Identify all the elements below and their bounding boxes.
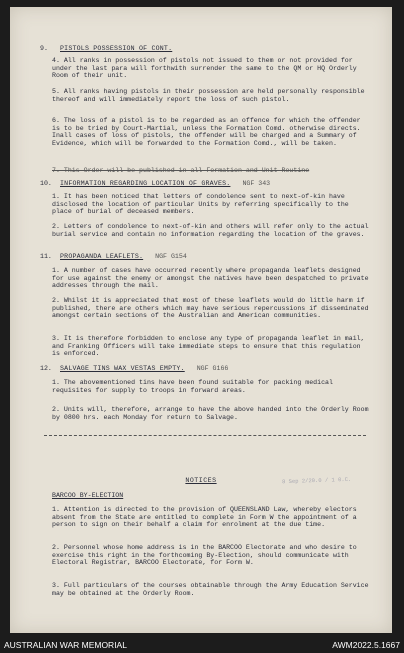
section-number: 11. [40, 253, 52, 260]
section-number: 9. [40, 45, 48, 52]
section-heading-12 [40, 365, 228, 373]
notice-paragraph-3: 3. Full particulars of the courses obtainable through the Army Education Service may be obtained at the Orderly Room. [52, 582, 369, 597]
section-reference: NGF 343 [242, 180, 271, 187]
section-title: PISTOLS POSSESSION OF CONT. [60, 45, 173, 52]
section-reference: NGF G154 [155, 253, 187, 260]
paragraph-11-2: 2. Whilst it is appreciated that most of these leaflets would do little harm if published, there are others which may have serious repercussions if disseminated amongst certain sections of the Australian and American communities. [52, 297, 369, 320]
footer-institution: AUSTRALIAN WAR MEMORIAL [4, 640, 127, 650]
struck-paragraph-9-7: 7. This Order will be published in all Formation and Unit Routine [52, 167, 310, 174]
section-reference: NGF G166 [196, 365, 229, 372]
paragraph-9-5: 5. All ranks having pistols in their possession are held personally responsible thereof and will immediately report the loss of such pistol. [52, 88, 365, 103]
section-heading-11 [40, 253, 187, 261]
paragraph-10-1: 1. It has been noticed that letters of condolence sent to next-of-kin have disclosed the location of particular Units by referring specifically to the place of burial of deceased members. [52, 193, 349, 216]
document-page [10, 7, 392, 633]
received-stamp: 8 Sep 2/20.0 / 1 0.C. [281, 475, 352, 486]
paragraph-9-6: 6. The loss of a pistol is to be regarded as an offence for which the offender is to be tried by Court-Martial, unless the Formation Comd. otherwise directs. Inall cases of loss of pistols, the offender will be charged and a Summary of Evidence, which will be forwarded to the Formation Comd., will be taken. [52, 117, 361, 147]
notice-paragraph-1: 1. Attention is directed to the provision of QUEENSLAND Law, whereby electors absent from the State are entitled to complete in Form W the appointment of a person to sign on their behalf a claim for enrolment at the due time. [52, 506, 357, 529]
paragraph-9-4: 4. All ranks in possession of pistols not issued to them or not provided for under the last para will forthwith surrender the same to the QM or HQ Orderly Room of their unit. [52, 57, 357, 80]
notices-heading: NOTICES [185, 477, 217, 484]
notice-paragraph-2: 2. Personnel whose home address is in the BARCOO Electorate and who desire to exercise this right in the forthcoming By-Election, should communicate with Electoral Registrar, BARCOO Electorate, for Form W. [52, 544, 357, 567]
divider-line [44, 435, 366, 436]
footer-accession-number: AWM2022.5.1667 [332, 640, 400, 650]
archive-footer [0, 638, 404, 653]
paragraph-10-2: 2. Letters of condolence to next-of-kin and others will refer only to the actual burial service and contain no information regarding the location of the graves. [52, 223, 369, 238]
notice-subheading: BARCOO BY-ELECTION [52, 492, 124, 499]
paragraph-11-3: 3. It is therefore forbidden to enclose any type of propaganda leaflet in mail, and Franking Officers will take immediate steps to ensure that this regulation is enforced. [52, 335, 365, 358]
section-title: INFORMATION REGARDING LOCATION OF GRAVES. [60, 180, 231, 187]
section-number: 10. [40, 180, 52, 187]
section-number: 12. [40, 365, 52, 372]
section-title: PROPAGANDA LEAFLETS. [60, 253, 144, 260]
paragraph-12-2: 2. Units will, therefore, arrange to have the above handed into the Orderly Room by 0800 hrs. each Monday for return to Salvage. [52, 406, 369, 421]
section-heading-9 [40, 45, 172, 53]
section-heading-10 [40, 180, 270, 188]
section-title: SALVAGE TINS WAX VESTAS EMPTY. [60, 365, 185, 372]
paragraph-12-1: 1. The abovementioned tins have been found suitable for packing medical requisites for supply to troops in forward areas. [52, 379, 333, 394]
paragraph-11-1: 1. A number of cases have occurred recently where propaganda leaflets designed for use against the enemy or amongst the natives have been despatched to private addresses through the mail. [52, 267, 369, 290]
